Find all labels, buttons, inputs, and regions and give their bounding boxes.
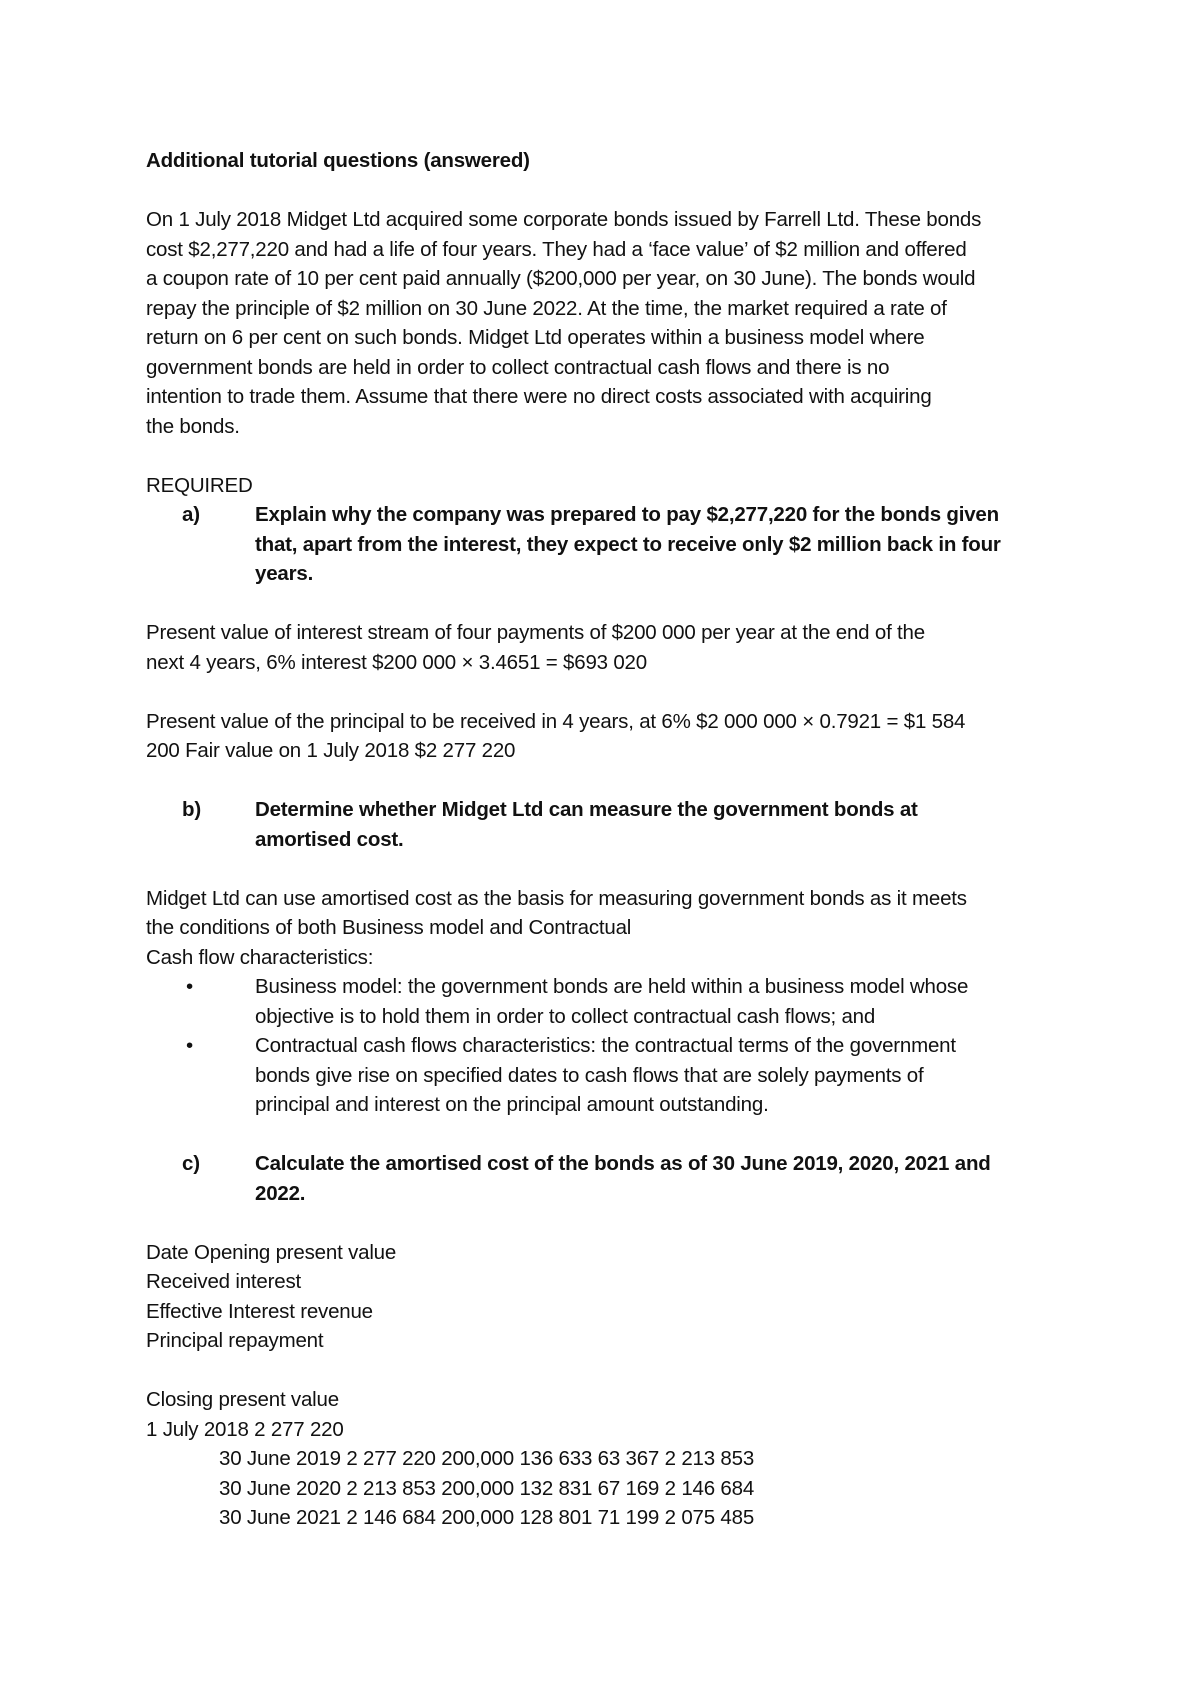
question-line: 2022. xyxy=(255,1181,306,1205)
required-heading: REQUIRED xyxy=(146,473,253,497)
answer-b xyxy=(146,884,1066,1120)
question-label: a) xyxy=(182,503,200,526)
question-line: that, apart from the interest, they expect to receive only $2 million back in four xyxy=(255,532,1001,556)
bullet-line: Business model: the government bonds are held within a business model whose xyxy=(255,975,969,998)
answer-a-interest xyxy=(146,618,1066,677)
document-body xyxy=(146,146,1066,1533)
answer-c-table xyxy=(146,1385,1066,1533)
question-b xyxy=(146,795,1066,854)
question-a xyxy=(146,500,1066,589)
answer-line: the conditions of both Business model and Contractual xyxy=(146,916,632,939)
intro-line: On 1 July 2018 Midget Ltd acquired some corporate bonds issued by Farrell Ltd. These bonds xyxy=(146,208,982,231)
question-line: amortised cost. xyxy=(255,827,404,851)
table-row: 30 June 2021 2 146 684 200,000 128 801 71 199 2 075 485 xyxy=(219,1506,755,1529)
intro-line: a coupon rate of 10 per cent paid annually ($200,000 per year, on 30 June). The bonds would xyxy=(146,267,976,290)
answer-line: next 4 years, 6% interest $200 000 × 3.4651 = $693 020 xyxy=(146,650,647,674)
question-label: b) xyxy=(182,798,201,821)
question-line: Explain why the company was prepared to pay $2,277,220 for the bonds given xyxy=(255,503,999,526)
table-header: Effective Interest revenue xyxy=(146,1299,373,1323)
answer-a-principal xyxy=(146,707,1066,766)
question-line: years. xyxy=(255,562,314,585)
bullet-item xyxy=(146,972,1066,1031)
question-c xyxy=(146,1149,1066,1208)
bullet-icon: • xyxy=(186,1034,193,1057)
bullet-line: bonds give rise on specified dates to cash flows that are solely payments of xyxy=(255,1063,924,1087)
intro-line: the bonds. xyxy=(146,414,240,438)
table-header: Closing present value xyxy=(146,1388,339,1411)
answer-line: Present value of the principal to be received in 4 years, at 6% $2 000 000 × 0.7921 = $1 584 xyxy=(146,709,966,733)
table-row: 30 June 2020 2 213 853 200,000 132 831 67 169 2 146 684 xyxy=(219,1476,755,1500)
table-header: Date Opening present value xyxy=(146,1240,397,1264)
bullet-line: objective is to hold them in order to collect contractual cash flows; and xyxy=(255,1004,876,1028)
bullet-line: principal and interest on the principal amount outstanding. xyxy=(255,1093,769,1116)
intro-line: repay the principle of $2 million on 30 June 2022. At the time, the market required a rate of xyxy=(146,296,947,320)
bullet-icon: • xyxy=(186,975,193,998)
answer-line: 200 Fair value on 1 July 2018 $2 277 220 xyxy=(146,739,516,762)
intro-line: cost $2,277,220 and had a life of four years. They had a ‘face value’ of $2 million and offered xyxy=(146,237,967,261)
table-row: 30 June 2019 2 277 220 200,000 136 633 63 367 2 213 853 xyxy=(219,1447,755,1470)
answer-line: Present value of interest stream of four payments of $200 000 per year at the end of the xyxy=(146,621,925,644)
answer-line: Cash flow characteristics: xyxy=(146,945,374,969)
table-header: Principal repayment xyxy=(146,1329,324,1352)
question-line: Calculate the amortised cost of the bonds as of 30 June 2019, 2020, 2021 and xyxy=(255,1152,991,1175)
intro-line: intention to trade them. Assume that there were no direct costs associated with acquiring xyxy=(146,385,932,408)
document-title: Additional tutorial questions (answered) xyxy=(146,149,530,172)
table-header: Received interest xyxy=(146,1270,301,1293)
question-line: Determine whether Midget Ltd can measure the government bonds at xyxy=(255,798,918,821)
intro-paragraph xyxy=(146,205,1066,441)
intro-line: return on 6 per cent on such bonds. Midget Ltd operates within a business model where xyxy=(146,326,925,349)
bullet-item xyxy=(146,1031,1066,1120)
bullet-line: Contractual cash flows characteristics: the contractual terms of the government xyxy=(255,1034,956,1057)
answer-line: Midget Ltd can use amortised cost as the basis for measuring government bonds as it meets xyxy=(146,886,967,910)
answer-c-headers xyxy=(146,1238,1066,1356)
question-label: c) xyxy=(182,1152,200,1175)
intro-line: government bonds are held in order to collect contractual cash flows and there is no xyxy=(146,355,890,379)
table-row: 1 July 2018 2 277 220 xyxy=(146,1417,344,1441)
